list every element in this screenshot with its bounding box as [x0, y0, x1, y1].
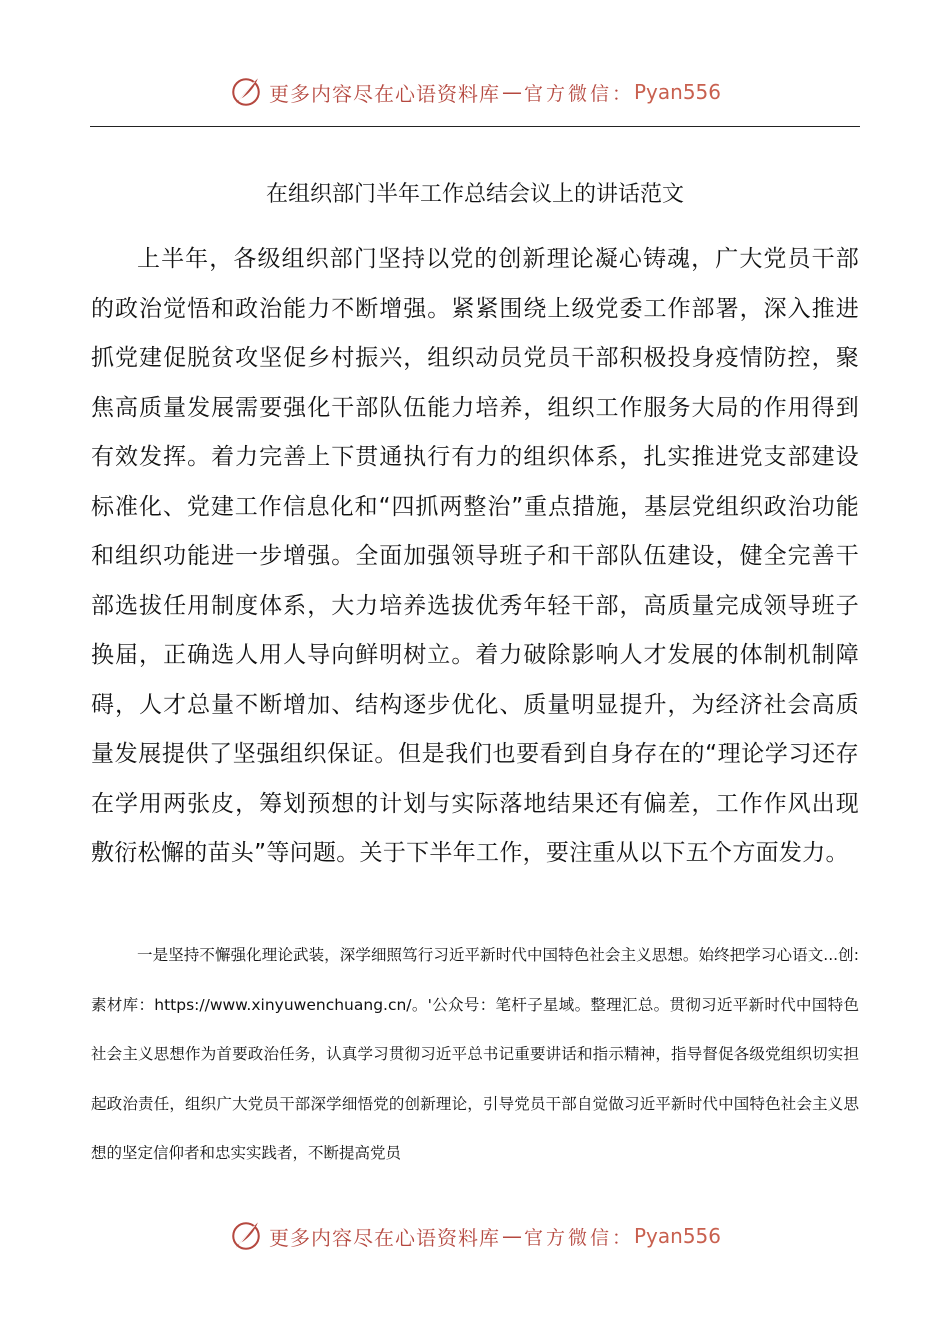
quill-pen-logo-icon: [229, 1219, 263, 1253]
footer-banner: [0, 1214, 950, 1258]
banner-wechat-id: Pyan556: [634, 80, 722, 104]
banner-brand-text: 更多内容尽在心语资料库: [268, 81, 500, 106]
body-paragraph-1: 上半年，各级组织部门坚持以党的创新理论凝心铸魂，广大党员干部的政治觉悟和政治能力不断增强。紧紧围绕上级党委工作部署，深入推进抓党建促脱贫攻坚促乡村振兴，组织动员党员干部积极投身疫情防控，聚焦高质量发展需要强化干部队伍能力培养，组织工作服务大局的作用得到有效发挥。着力完善上下贯通执行有力的组织体系，扎实推进党支部建设标准化、党建工作信息化和“四抓两整治”重点措施，基层党组织政治功能和组织功能进一步增强。全面加强领导班子和干部队伍建设，健全完善干部选拔任用制度体系，大力培养选拔优秀年轻干部，高质量完成领导班子换届，正确选人用人导向鲜明树立。着力破除影响人才发展的体制机制障碍，人才总量不断增加、结构逐步优化、质量明显提升，为经济社会高质量发展提供了坚强组织保证。但是我们也要看到自身存在的“理论学习还存在学用两张皮，筹划预想的计划与实际落地结果还有偏差，工作作风出现敷衍松懈的苗头”等问题。关于下半年工作，要注重从以下五个方面发力。: [91, 246, 859, 866]
body-paragraph-2: 一是坚持不懈强化理论武装，深学细照笃行习近平新时代中国特色社会主义思想。始终把学习心语文...创:素材库：https://www.xinyuwenchuang.cn/。'公众号：笔杆子星域。整理汇总。贯彻习近平新时代中国特色社会主义思想作为首要政治任务，认真学习贯彻习近平总书记重要讲话和指示精神，指导督促各级党组织切实担起政治责任，组织广大党员干部深学细悟党的创新理论，引导党员干部自觉做习近平新时代中国特色社会主义思想的坚定信仰者和忠实实践者，不断提高党员: [91, 946, 859, 1162]
footer-brand-text: 更多内容尽在心语资料库: [268, 1225, 500, 1250]
document-title: 在组织部门半年工作总结会议上的讲话范文: [265, 182, 684, 207]
footer-wechat-label: 官方微信：: [523, 1226, 634, 1249]
footer-separator: —: [501, 1224, 522, 1248]
header-divider: [90, 126, 860, 127]
header-banner: [0, 70, 950, 114]
banner-wechat-label: 官方微信：: [523, 82, 634, 105]
banner-separator: —: [501, 80, 522, 104]
footer-wechat-id: Pyan556: [634, 1224, 722, 1248]
quill-pen-logo-icon: [229, 75, 263, 109]
